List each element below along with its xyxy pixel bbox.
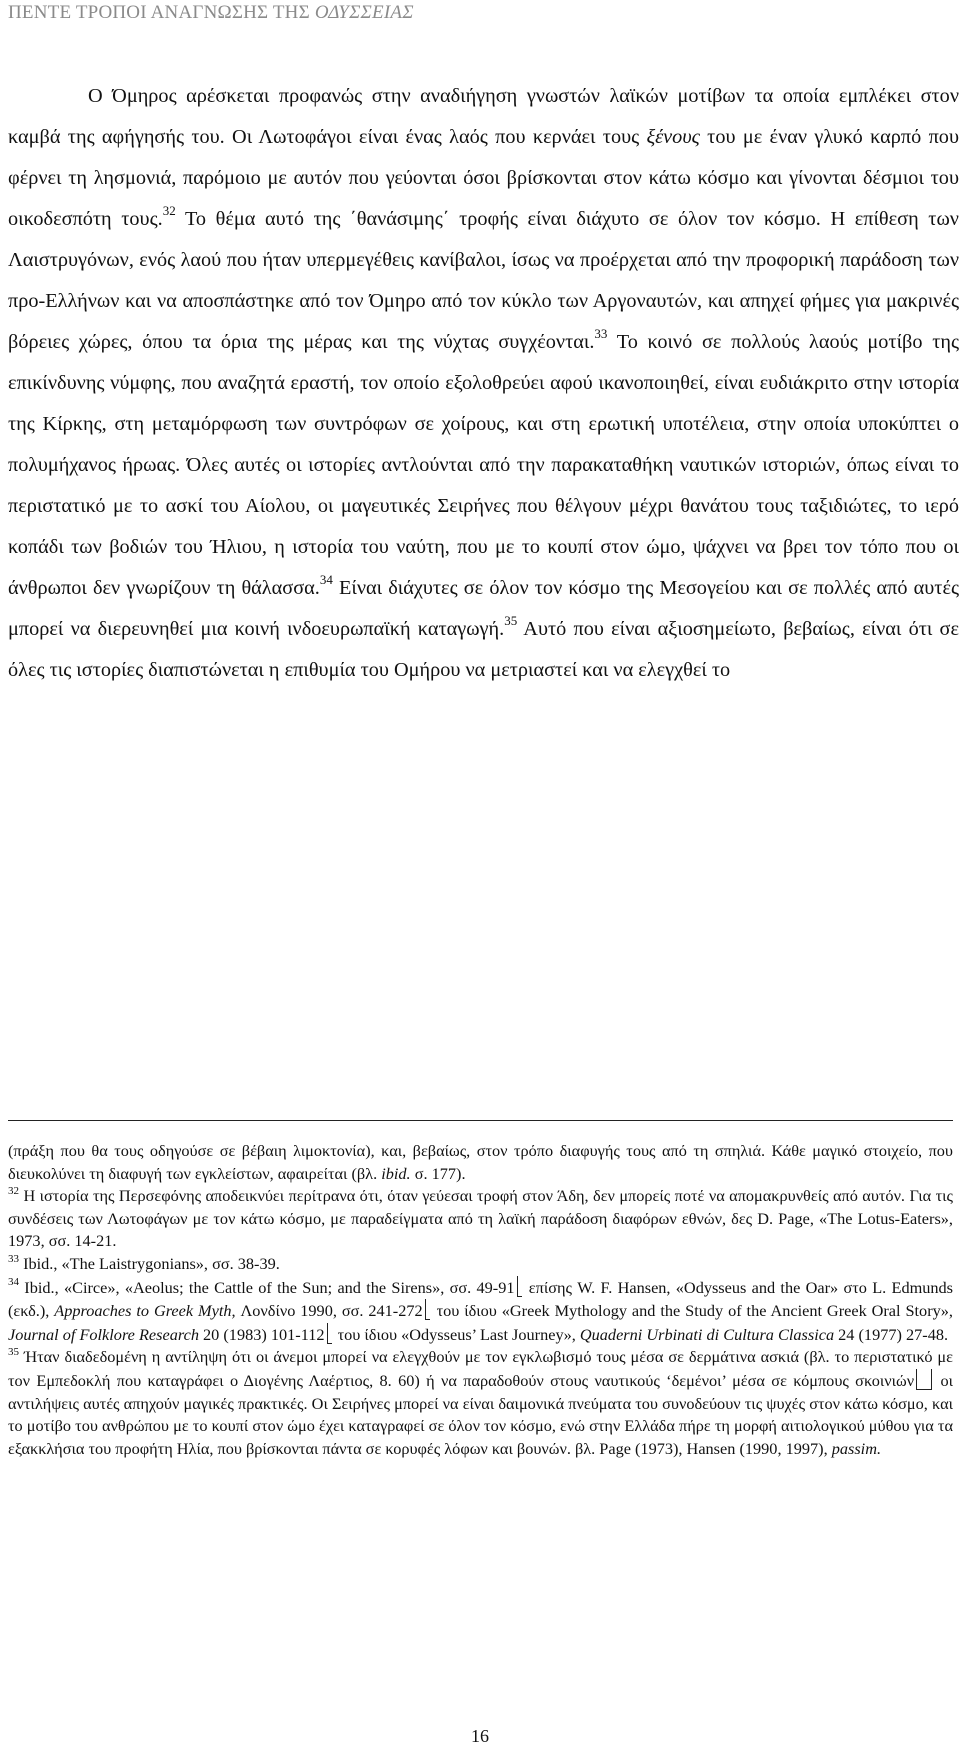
footnote-text: Ibid., «Circe», «Aeolus; the Cattle of the Sun; and the Sirens», σσ. 49-91 <box>19 1277 515 1297</box>
footnote-number: 35 <box>8 1345 19 1358</box>
missing-glyph-box <box>327 1323 332 1344</box>
body-text-segment: του με έναν γλυκό καρπό που φέρνει τη λησμονιά, παρόμοιο με αυτόν που γεύονται όσοι βρίσκονται στον κάτω κόσμο και γίνονται δέσμιοι του οικοδεσπότη τους. <box>8 126 959 230</box>
footnote-text: Η ιστορία της Περσεφόνης αποδεικνύει περίτρανα ότι, όταν γεύεσαι τροφή στον Άδη, δεν μπορείς ποτέ να απομακρυνθείς από αυτόν. Για τις συνδέσεις των Λωτοφάγων με τον κάτω κόσμο, με παραδείγματα από τη λαϊκή παράδοση διαφόρων εθνών, δες D. Page, «The Lotus-Eaters», 1973, σσ. 14-21. <box>8 1186 953 1251</box>
header-title-italic: ΟΔΥΣΣΕΙΑΣ <box>314 2 414 23</box>
footnote-italic: Journal of Folklore Research <box>8 1324 199 1344</box>
footnote-text: επίσης W. F. Hansen, «Odysseus and the Oar» στο L. Edmunds (εκδ.), <box>8 1277 954 1321</box>
footnotes <box>8 1140 953 1460</box>
footnote-italic: Approaches to Greek Myth, <box>54 1301 236 1321</box>
footnote-text: οι αντιλήψεις αυτές απηχούν μαγικές πρακτικές. Οι Σειρήνες μπορεί να είναι δαιμονικά πνεύματα του συνοδεύουν τις ψυχές στον κάτω κόσμο, και το μοτίβο του ανθρώπου με το κουπί στον ώμο έχει καταγραφεί σε όλον τον κόσμο, ενώ στην Ελλάδα πήρε τη μορφή αιτιολογικού μύθου για τα εξακκλήσια του προφήτη Ηλία, που βρίσκονται πάντα σε κορυφές λόφων και βουνών. βλ. Page (1973), Hansen (1990, 1997), <box>8 1370 954 1458</box>
footnote-34 <box>8 1276 953 1347</box>
footnote-text: του ίδιου «Greek Mythology and the Study of the Ancient Greek Oral Story», <box>431 1301 953 1321</box>
main-text <box>8 76 959 691</box>
footnote-text: σ. 177). <box>410 1163 466 1183</box>
footnote-divider <box>8 1120 953 1121</box>
running-header <box>8 2 414 24</box>
missing-glyph-box <box>425 1299 430 1320</box>
footnote-italic: Quaderni Urbinati di Cultura Classica <box>579 1324 835 1344</box>
missing-glyph-box <box>517 1276 522 1297</box>
header-title: ΠΕΝΤΕ ΤΡΟΠΟΙ ΑΝΑΓΝΩΣΗΣ ΤΗΣ <box>8 2 315 23</box>
body-text-segment: Αυτό που είναι αξιοσημείωτο, βεβαίως, είναι ότι σε όλες τις ιστορίες διαπιστώνεται η επιθυμία του Ομήρου να μετριαστεί και να ελεγχθεί το <box>8 618 959 681</box>
footnote-number: 32 <box>8 1184 19 1197</box>
body-text-segment: Το κοινό σε πολλούς λαούς μοτίβο της επικίνδυνης νύμφης, που αναζητά εραστή, τον οποίο εξολοθρεύει αφού ικανοποιηθεί, είναι ευδιάκριτο στην ιστορία της Κίρκης, στη μεταμόρφωση των συντρόφων σε χοίρους, και στη ερωτική υποτέλεια, στην οποία υποκύπτει ο πολυμήχανος ήρωας. Όλες αυτές οι ιστορίες αντλούνται από την παρακαταθήκη ναυτικών ιστοριών, όπως είναι το περιστατικό με το ασκί του Αίολου, οι μαγευτικές Σειρήνες που θέλγουν μέχρι θανάτου τους ταξιδιώτες, το ιερό κοπάδι των βοδιών του Ήλιου, η ιστορία του ναύτη, που με το κουπί στον ώμο, ψάχνει να βρει τον τόπο που οι άνθρωποι δεν γνωρίζουν τη θάλασσα. <box>8 331 959 599</box>
footnote-text: 20 (1983) 101-112 <box>198 1324 325 1344</box>
body-text-segment: Ο Όμηρος αρέσκεται προφανώς στην αναδιήγηση γνωστών λαϊκών μοτίβων τα οποία εμπλέκει στον καμβά της αφήγησής του. Οι Λωτοφάγοι είναι ένας λαός που κερνάει τους <box>8 85 959 148</box>
footnote-number: 33 <box>8 1252 19 1265</box>
footnote-text: του ίδιου «Odysseus’ Last Journey», <box>333 1324 580 1344</box>
footnote-number: 34 <box>8 1276 19 1289</box>
footnote-text: (πράξη που θα τους οδηγούσε σε βέβαιη λιμοκτονία), και, βεβαίως, στον τρόπο διαφυγής τους από τη σπηλιά. Κάθε μαγικό στοιχείο, που διευκολύνει τη διαφυγή των εγκλείστων, αφαιρείται (βλ. <box>8 1141 953 1183</box>
footnote-33 <box>8 1253 953 1276</box>
body-paragraph <box>8 76 959 691</box>
body-text-segment: Είναι διάχυτες σε όλον τον κόσμο της Μεσογείου και σε πολλές από αυτές μπορεί να διερευνηθεί μια κοινή ινδοευρωπαϊκή καταγωγή. <box>8 577 959 640</box>
footnote-continuation <box>8 1140 953 1185</box>
footnote-ref-35[interactable]: 35 <box>504 613 518 629</box>
body-italic-word: ξένους <box>646 126 700 148</box>
footnote-32 <box>8 1185 953 1253</box>
footnote-italic: passim. <box>831 1438 882 1458</box>
footnote-ref-32[interactable]: 32 <box>162 203 176 219</box>
footnote-italic: ibid. <box>381 1163 411 1183</box>
footnote-35 <box>8 1346 953 1460</box>
footnote-ref-33[interactable]: 33 <box>594 326 608 342</box>
footnote-text: 24 (1977) 27-48. <box>834 1324 949 1344</box>
footnote-text: Ibid., «The Laistrygonians», σσ. 38-39. <box>19 1253 280 1273</box>
footnote-ref-34[interactable]: 34 <box>319 572 333 588</box>
footnote-text: Λονδίνο 1990, σσ. 241-272 <box>235 1301 423 1321</box>
body-text-segment: Το θέμα αυτό της ΄θανάσιμης΄ τροφής είναι διάχυτο σε όλον τον κόσμο. Η επίθεση των Λαιστρυγόνων, ενός λαού που ήταν υπερμεγέθεις κανίβαλοι, ίσως να προέρχεται από την προφορική παράδοση των προ-Ελλήνων και να αποσπάστηκε από τον Όμηρο από τον κύκλο των Αργοναυτών, και απηχεί φήμες για μακρινές βόρειες χώρες, όπου τα όρια της μέρας και της νύχτας συγχέονται. <box>8 208 959 353</box>
page-number: 16 <box>471 1726 489 1746</box>
missing-glyph-box <box>916 1369 932 1390</box>
footnote-text: Ήταν διαδεδομένη η αντίληψη ότι οι άνεμοι μπορεί να ελεγχθούν με τον εγκλωβισμό τους μέσα σε δερμάτινα ασκιά (βλ. το περιστατικό με τον Εμπεδοκλή που καταγράφει ο Διογένης Λαέρτιος, 8. 60) ή να παραδοθούν στους ναυτικούς ‘δεμένοι’ μέσα σε κόμπους σκοινιών <box>8 1347 953 1390</box>
